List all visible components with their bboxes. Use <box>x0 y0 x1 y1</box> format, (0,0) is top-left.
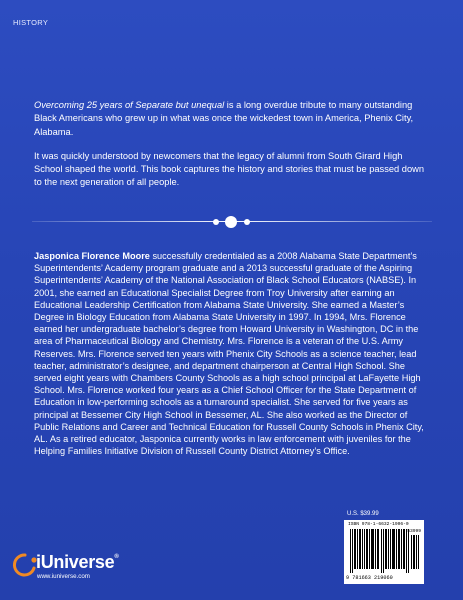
blurb-book-title: Overcoming 25 years of Separate but unequal <box>34 100 225 110</box>
price-label: U.S. $39.99 <box>347 511 379 517</box>
publisher-name <box>36 552 118 573</box>
divider-dot-center <box>225 216 237 228</box>
category-label: HISTORY <box>13 18 49 27</box>
isbn-barcode <box>344 520 424 584</box>
publisher-url: www.iuniverse.com <box>37 573 90 580</box>
blurb-paragraph-1 <box>34 99 430 139</box>
isbn-text: ISBN 978-1-6632-1906-0 <box>348 522 409 527</box>
iuniverse-swirl-icon <box>12 552 38 578</box>
publisher-logo <box>12 550 142 586</box>
divider-dot-left <box>213 219 219 225</box>
book-blurb <box>34 99 430 201</box>
barcode-digits: 9 781663 219060 <box>346 575 393 581</box>
author-bio-text: successfully credentialed as a 2008 Alabama State Department’s Superintendents’ Academy program graduate and a 2013 successful graduate of the Aspiring Superintendents’ Academy of the National Association of Black School Educators (NABSE). In 2001, she earned an Educational Specialist Degree from Troy University after earning an Educational Leadership Certification from Alabama State University. She earned a Master’s Degree in Biology Education from Alabama State University in 1997. In 1994, Mrs. Florence earned her undergraduate bachelor’s degree from Howard University in Washington, DC in the area of Pharmaceutical Biology and Chemistry. Mrs. Florence is a veteran of the U.S. Army Reserves. Mrs. Florence served ten years with Phenix City Schools as a science teacher, lead teacher, administrator’s designee, and department chairperson at Central High School. She served eight years with Chambers County Schools as a high school principal at LaFayette High School. Mrs. Florence worked four years as a Chief School Officer for the State Department of Education in low-performing schools as a turnaround specialist. She served for five years as principal at Bessemer City High School in Bessemer, AL. She also worked as the Director of Public Relations and Career and Technical Education for Russell County Schools in Phenix City, AL. As a retired educator, Jasponica currently works in law enforcement with juveniles for the Helping Families Initiative Division of Russell County District Attorney’s Office. <box>34 251 424 457</box>
blurb-paragraph-2: It was quickly understood by newcomers that the legacy of alumni from South Girard High School shaped the world. This book captures the history and stories that must be passed down to the next generation of all people. <box>34 150 425 188</box>
publisher-name-text: iUniverse <box>36 552 115 572</box>
author-bio <box>34 250 430 457</box>
dot-ornament-icon <box>32 216 432 228</box>
barcode-bars <box>348 529 420 573</box>
blurb-paragraph-1-text: is a long overdue tribute to many outstanding Black Americans who grew up in what was once the wickedest town in America, Phenix City, Alabama. <box>34 100 414 137</box>
publisher-trademark: ® <box>114 554 119 560</box>
barcode-addon: 53999 <box>407 529 421 534</box>
divider-dot-right <box>244 219 250 225</box>
author-name: Jasponica Florence Moore <box>34 251 150 261</box>
